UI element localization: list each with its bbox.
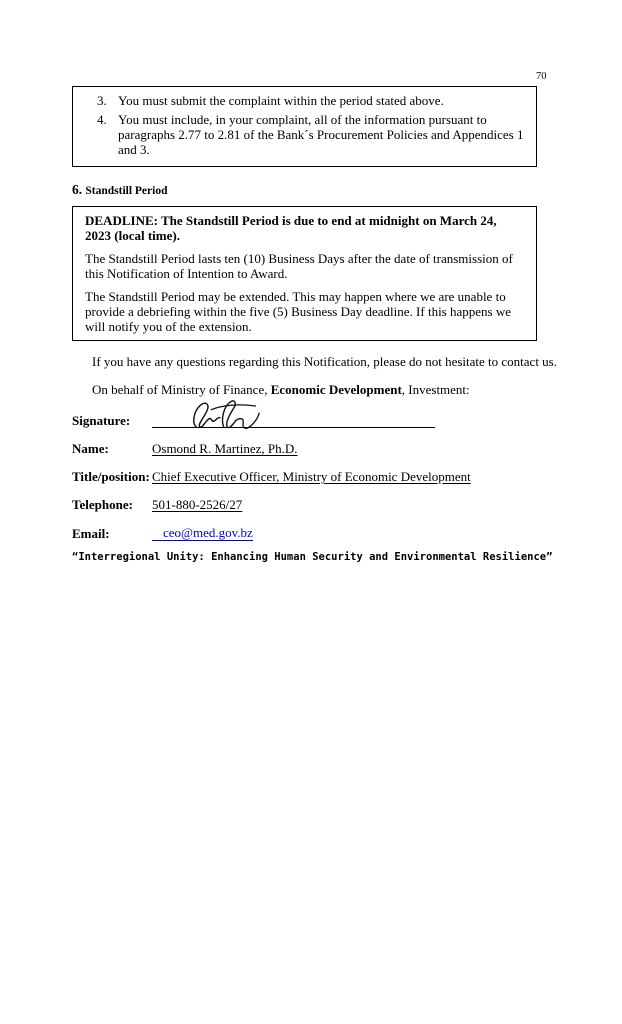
section-number: 6. xyxy=(72,182,83,197)
email-row xyxy=(72,525,537,541)
list-item xyxy=(97,93,526,108)
section-heading xyxy=(72,182,537,199)
questions-paragraph: If you have any questions regarding this Notification, please do not hesitate to contact us. xyxy=(92,354,557,369)
behalf-suffix: , Investment: xyxy=(401,382,470,397)
signature-block xyxy=(72,413,537,541)
name-row xyxy=(72,441,537,456)
deadline-statement: DEADLINE: The Standstill Period is due to end at midnight on March 24, 2023 (local time). xyxy=(85,213,497,243)
name-value: Osmond R. Martinez, Ph.D. xyxy=(152,441,298,456)
list-item-text: You must include, in your complaint, all of the information pursuant to paragraphs 2.77 to 2.81 of the Bank´s Procurement Policies and Appendices 1 and 3. xyxy=(118,112,524,157)
title-row xyxy=(72,469,537,484)
email-label: Email: xyxy=(72,526,110,541)
signature-label: Signature: xyxy=(72,413,131,428)
telephone-value: 501-880-2526/27 xyxy=(152,497,243,512)
list-item xyxy=(97,112,526,157)
list-item-number: 3. xyxy=(97,93,107,108)
footer-quote: “Interregional Unity: Enhancing Human Security and Environmental Resilience” xyxy=(72,551,553,563)
page-content xyxy=(72,86,557,554)
title-value: Chief Executive Officer, Ministry of Economic Development xyxy=(152,469,471,484)
standstill-extension-paragraph: The Standstill Period may be extended. This may happen where we are unable to provide a debriefing within the five (5) Business Day deadline. If this happens we will notify you of the extension. xyxy=(85,289,511,334)
handwritten-signature xyxy=(188,397,268,433)
page-number: 70 xyxy=(536,71,547,82)
list-item-number: 4. xyxy=(97,112,107,127)
signature-line xyxy=(152,414,435,428)
behalf-ministry-bold: Economic Development xyxy=(270,382,402,397)
email-link[interactable]: ceo@med.gov.bz xyxy=(152,525,253,541)
standstill-deadline-box xyxy=(72,206,537,341)
title-label: Title/position: xyxy=(72,469,150,484)
list-item-text: You must submit the complaint within the period stated above. xyxy=(118,93,444,108)
behalf-prefix: On behalf of Ministry of Finance, xyxy=(92,382,271,397)
name-label: Name: xyxy=(72,441,109,456)
section-title: Standstill Period xyxy=(85,185,168,197)
on-behalf-paragraph xyxy=(92,382,537,397)
telephone-label: Telephone: xyxy=(72,497,133,512)
signature-row xyxy=(72,413,537,428)
standstill-duration-paragraph: The Standstill Period lasts ten (10) Business Days after the date of transmission of this Notification of Intention to Award. xyxy=(85,251,513,281)
complaint-requirements-box xyxy=(72,86,537,167)
telephone-row xyxy=(72,497,537,512)
